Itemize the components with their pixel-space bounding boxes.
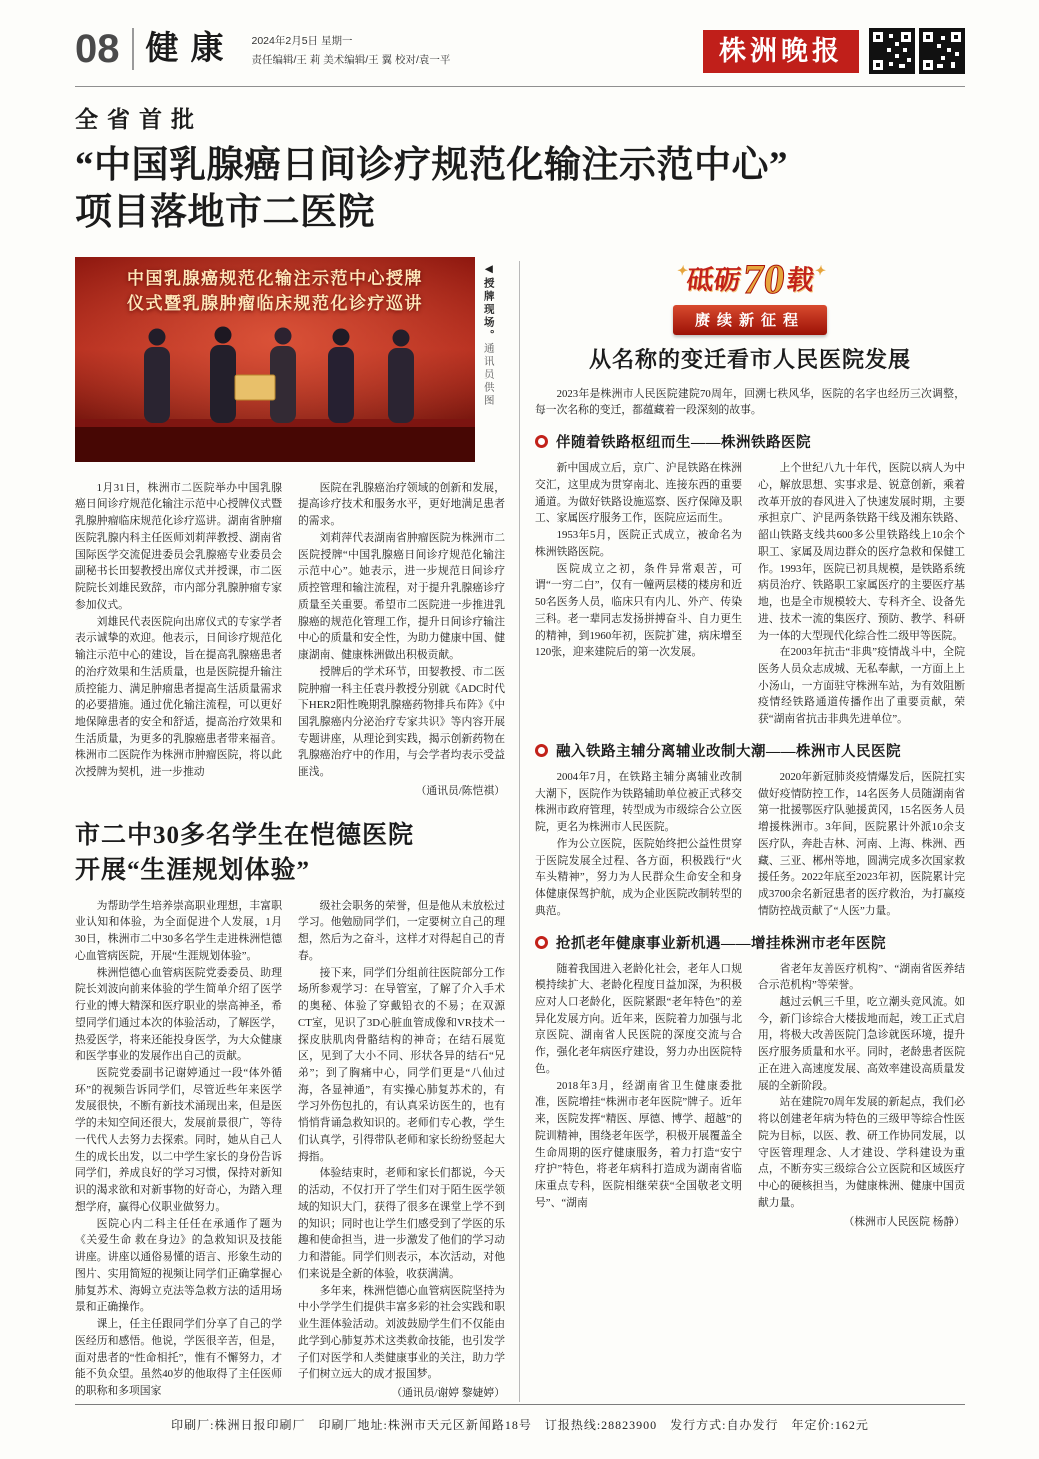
article-paragraph: 新中国成立后，京广、沪昆铁路在株洲交汇，这里成为贯穿南北、连接东西的重要通道。为做好铁路设施巡察、医疗保障及职工、家属医疗服务工作，医院应运而生。	[535, 462, 742, 525]
qr-code-icon	[869, 28, 915, 74]
article-paragraph: 2020年新冠肺炎疫情爆发后，医院扛实做好疫情防控工作，14名医务人员随湖南省第一批援鄂医疗队驰援黄冈，15名医务人员增援株洲市。3年间，医院累计外派10余支医疗队，奔赴吉林、河南、上海、株洲、西藏、三亚、郴州等地，圆满完成多次国家救援任务。2022年底至2023年初，医院累计完成3700余名新冠患者的医疗救治，为打赢疫情防控战贡献了“人医”力量。	[758, 770, 965, 917]
article-paragraph: 株洲恺德心血管病医院党委委员、助理院长刘波向前来体验的学生简单介绍了医学行业的博大精深和医疗职业的崇高神圣，希望同学们通过本次的体验活动，了解医学，热爱医学，将来还能投身医学，为大众健康和医学事业的发展作出自己的贡献。	[75, 966, 282, 1063]
article-paragraph: 体验结束时，老师和家长们都说，今天的活动，不仅打开了学生们对于陌生医学领域的知识大门，获得了很多在课堂上学不到的知识；同时也让学生们感受到了学医的乐趣和使命担当，进一步激发了他们的学习动力和潜能。同学们则表示，本次活动，对他们来说是全新的体验，收获满满。	[298, 1167, 505, 1280]
main-headline-line2: 项目落地市二医院	[75, 192, 375, 234]
page-number: 08	[75, 27, 120, 71]
article-paragraph: 省老年友善医疗机构”、“湖南省医养结合示范机构”等荣誉。	[758, 962, 965, 992]
article-paragraph: 医院成立之初，条件异常艰苦，可谓“一穷二白”，仅有一幢两层楼的楼房和近50名医务人员，临床只有内儿、外产、传染三科。老一辈同志发扬拼搏奋斗、自力更生的精神，到1960年初，医院扩建，病床增至120张，迎来建院后的第一次发展。	[535, 562, 742, 659]
kicker: 全省首批	[75, 107, 203, 132]
article2-body	[75, 898, 505, 1402]
bullet-icon	[535, 936, 548, 949]
article-paragraph: 2004年7月，在铁路主辅分离辅业改制大潮下，医院作为铁路辅助单位被正式移交株洲市政府管理，转型成为市级综合公立医院，更名为株洲市人民医院。	[535, 770, 742, 834]
section-body	[535, 961, 965, 1231]
article-paragraph: 1953年5月，医院正式成立，被命名为株洲铁路医院。	[535, 529, 742, 558]
section-heading: 伴随着铁路枢纽而生——株洲铁路医院	[535, 431, 965, 452]
right-column	[535, 257, 965, 1402]
section-title: 健康	[145, 30, 236, 67]
article-paragraph: 在2003年抗击“非典”疫情战斗中，全院医务人员众志成城、无私奉献，一方面上上小汤山，一方面驻守株洲车站，为有效阻断疫情经铁路通道传播作出了重要贡献，荣获“湖南省抗击非典先进单位”。	[758, 646, 965, 726]
article-paragraph: 级社会职务的荣誉，但是他从未放松过学习。他勉励同学们，一定要树立自己的理想，然后为之奋斗，这样才对得起自己的青春。	[298, 899, 505, 962]
article1-byline: （通讯员/陈恺祺）	[415, 784, 505, 797]
bullet-icon	[535, 744, 548, 757]
photo-overlay-title: 中国乳腺癌规范化输注示范中心授牌 仪式暨乳腺肿瘤临床规范化诊疗巡讲	[127, 268, 423, 314]
article3-headline: 从名称的变迁看市人民医院发展	[588, 346, 911, 372]
qr-code-icon	[919, 28, 965, 74]
article-paragraph: 医院党委副书记谢婷通过一段“体外循环”的视频告诉同学们，尽管近些年来医学发展很快，不断有新技术涌现出来，但是医学的未知空间还很大，发展前景很广，等待一代代人去努力去探索。同时，她从自己人生的成长出发，以二中学生家长的身份告诉同学们，养成良好的学习习惯，保持对新知识的渴求欲和对新事物的好奇心，为踏入理想学府，赢得心仪职业做努力。	[75, 1067, 282, 1213]
qr-group	[869, 28, 965, 74]
sparkle-icon: ✦	[813, 262, 827, 278]
column-divider	[519, 261, 520, 1402]
article2-headline: 市二中30多名学生在恺德医院 开展“生涯规划体验”	[75, 821, 415, 884]
article3-byline: （株洲市人民医院 杨静）	[843, 1215, 965, 1228]
article-paragraph: 随着我国进入老龄化社会，老年人口规模持续扩大、老龄化程度日益加深，为积极应对人口老龄化，医院紧跟“老年特色”的差异化发展方向。近年来，医院着力加强与北京医院、湖南省人民医院的深度交流与合作，强化老年病医疗建设，努力办出医院特色。	[535, 962, 742, 1075]
left-column	[75, 257, 505, 1402]
bullet-icon	[535, 435, 548, 448]
credits-line: 责任编辑/王 莉 美术编辑/王 翼 校对/袁一平	[251, 54, 451, 66]
article-paragraph: 多年来，株洲恺德心血管病医院坚持为中小学学生们提供丰富多彩的社会实践和职业生涯体验活动。刘波鼓励学生们不仅能由此学到心肺复苏术这类救命技能，也引发学子们对医学和人类健康事业的关注，助力学子们树立远大的成才报国梦。	[298, 1284, 505, 1381]
article-paragraph: 上个世纪八九十年代，医院以病人为中心，解放思想、实事求是、锐意创新，乘着改革开放的春风进入了快速发展时期，主要承担京广、沪昆两条铁路干线及湘东铁路、韶山铁路支线共600多公里铁路线上10余个职工、家属及周边群众的医疗急救和保健工作。1993年，医院已初具规模，是铁路系统病员治疗、铁路职工家属医疗的主要医疗基地，也是全市规模较大、专科齐全、设备先进、技术一流的集医疗、预防、教学、科研为一体的大型现代化综合性二级甲等医院。	[758, 462, 965, 642]
article-paragraph: 刘雄民代表医院向出席仪式的专家学者表示诚挚的欢迎。他表示，日间诊疗规范化输注示范中心的建设，旨在提高乳腺癌患者的治疗效果和生活质量，也是医院提升输注质控能力、满足肿瘤患者提高生活质量需求的必要措施。通过优化输注流程，可以更好地保障患者的安全和舒适，提高治疗效果和生活质量，为更多的乳腺癌患者带来福音。株洲市二医院作为株洲市肿瘤医院，将以此次授牌为契机，进一步推动	[75, 615, 282, 779]
article-paragraph: 作为公立医院，医院始终把公益性贯穿于医院发展全过程、各方面，积极践行“火车头精神”，努力为人民群众生命安全和身体健康保驾护航，成为企业医院改制转型的典范。	[535, 837, 742, 917]
sparkle-icon: ✦	[675, 262, 689, 278]
page-footer	[75, 1404, 965, 1433]
emblem-ribbon: 赓续新征程	[673, 305, 827, 335]
footer-rule	[75, 1404, 965, 1405]
section-body	[535, 460, 965, 728]
article3-intro: 2023年是株洲市人民医院建院70周年，回溯七秩风华，医院的名字也经历三次调整，每一次名称的变迁，都蕴藏着一段深刻的故事。	[535, 387, 965, 417]
main-headline	[75, 142, 965, 237]
article-paragraph: 接下来，同学们分组前往医院部分工作场所参观学习：在导管室，了解了介入手术的奥秘、体验了穿戴铅衣的不易；在双源CT室，见识了3D心脏血管成像和VR技术一探皮肤肌肉骨骼结构的神奇；在结石展览区，见到了大小不同、形状各异的结石“兄弟”；到了胸痛中心，同学们更是“八仙过海，各显神通”，有实操心肺复苏术的，有学习外伤包扎的，有认真采访医生的，也有悄悄背诵急救知识的。老师们专心教，学生们认真学，引得带队老师和家长纷纷竖起大拇指。	[298, 966, 505, 1163]
article2-byline: （通讯员/谢婷 黎婕婷）	[391, 1386, 505, 1399]
header-meta	[252, 28, 451, 70]
article-paragraph: 课上，任主任跟同学们分享了自己的学医经历和感悟。他说，学医很辛苦，但是，面对患者的“性命相托”，惟有不懈努力，才能不负众望。虽然40岁的他取得了主任医师的职称和多项国家	[75, 1318, 282, 1397]
article-paragraph: 医院心内二科主任任在承通作了题为《关爱生命 救在身边》的急救知识及技能讲座。讲座以通俗易懂的语言、形象生动的图片、实用简短的视频让同学们正确掌握心肺复苏术、海姆立克法等急救方法的适用场景和正确操作。	[75, 1217, 282, 1314]
article-paragraph: 站在建院70周年发展的新起点，我们必将以创建老年病为特色的三级甲等综合性医院为目标，以医、教、研工作协同发展，以守医管理理念、人才建设、学科建设为重点，不断夯实三级综合公立医院和区域医疗中心的硬核担当，为健康株洲、健康中国贡献力量。	[758, 1096, 965, 1209]
article-paragraph: 为帮助学生培养崇高职业理想，丰富职业认知和体验，为全面促进个人发展，1月30日，株洲市二中30多名学生走进株洲恺德心血管病医院，开展“生涯规划体验”。	[75, 899, 282, 962]
header-rule	[75, 86, 965, 87]
date-line: 2024年2月5日 星期一	[251, 35, 353, 48]
article-paragraph: 越过云帆三千里，吃立潮头竞风流。如今，新门诊综合大楼拔地而起，竣工正式启用，将极大改善医院门急诊就医环境，提升医疗服务质量和水平。同时，老龄患者医院正在进入高速度发展、高效率建设高质量发展的全新阶段。	[758, 996, 965, 1092]
section-heading: 抢抓老年健康事业新机遇——增挂株洲市老年医院	[535, 932, 965, 953]
article-paragraph: 1月31日，株洲市二医院举办中国乳腺癌日间诊疗规范化输注示范中心授牌仪式暨乳腺肿瘤临床规范化诊疗巡讲。湖南省肿瘤医院乳腺内科主任医师刘莉萍教授、湖南省国际医学交流促进委员会乳腺癌专业委员会副秘书长田㛃教授出席仪式并授课，市二医院院长刘雄民致辞，市内部分乳腺肿瘤专家参加仪式。	[75, 481, 282, 611]
ceremony-photo	[75, 257, 475, 462]
article-paragraph: 刘莉萍代表湖南省肿瘤医院为株洲市二医院授牌“中国乳腺癌日间诊疗规范化输注示范中心”。她表示，进一步规范日间诊疗质控管理和输注流程，对于提升乳腺癌诊疗质量至关重要。希望市二医院进一步推进乳腺癌的规范化管理工作，提升日间诊疗输注中心的质量和安全性，为助力健康中国、健康湖南、健康株洲做出积极贡献。	[298, 531, 505, 662]
article-paragraph: 2018年3月，经湖南省卫生健康委批准，医院增挂“株洲市老年医院”牌子。近年来，医院发挥“精医、厚德、博学、超越”的院训精神，围绕老年医学，积极开展覆盖全生命周期的医疗健康服务，着力打造“安宁疗护”特色，将老年病科打造成为湖南省临床重点专科，医院相继荣获“全国敬老文明号”、“湖南	[535, 1079, 742, 1209]
section-heading: 融入铁路主辅分离辅业改制大潮——株洲市人民医院	[535, 740, 965, 761]
page-header	[75, 28, 965, 74]
header-divider	[132, 28, 134, 70]
article-paragraph: 医院在乳腺癌治疗领域的创新和发展，提高诊疗技术和服务水平，更好地满足患者的需求。	[298, 481, 505, 528]
photo-caption: ◀授牌现场。通讯员供图	[482, 262, 494, 408]
masthead-logo: 株洲晚报	[703, 30, 859, 73]
main-headline-line1: “中国乳腺癌日间诊疗规范化输注示范中心”	[75, 145, 788, 186]
article1-body	[75, 480, 505, 800]
footer-info: 印刷厂:株洲日报印刷厂 印刷厂地址:株洲市天元区新闻路18号 订报热线:28823900 发行方式:自办发行 年定价:162元	[171, 1418, 869, 1432]
section-body	[535, 769, 965, 920]
article-paragraph: 授牌后的学术环节，田㛃教授、市二医院肿瘤一科主任袁丹教授分别就《ADC时代下HER2阳性晚期乳腺癌药物排兵布阵》《中国乳腺癌内分泌治疗专家共识》等内容开展专题讲座，从理论到实践，揭示创新药物在乳腺癌治疗中的作用，与会学者均表示受益匪浅。	[298, 665, 505, 779]
anniversary-emblem: ✦砥砺70载✦ 赓续新征程	[535, 259, 965, 335]
